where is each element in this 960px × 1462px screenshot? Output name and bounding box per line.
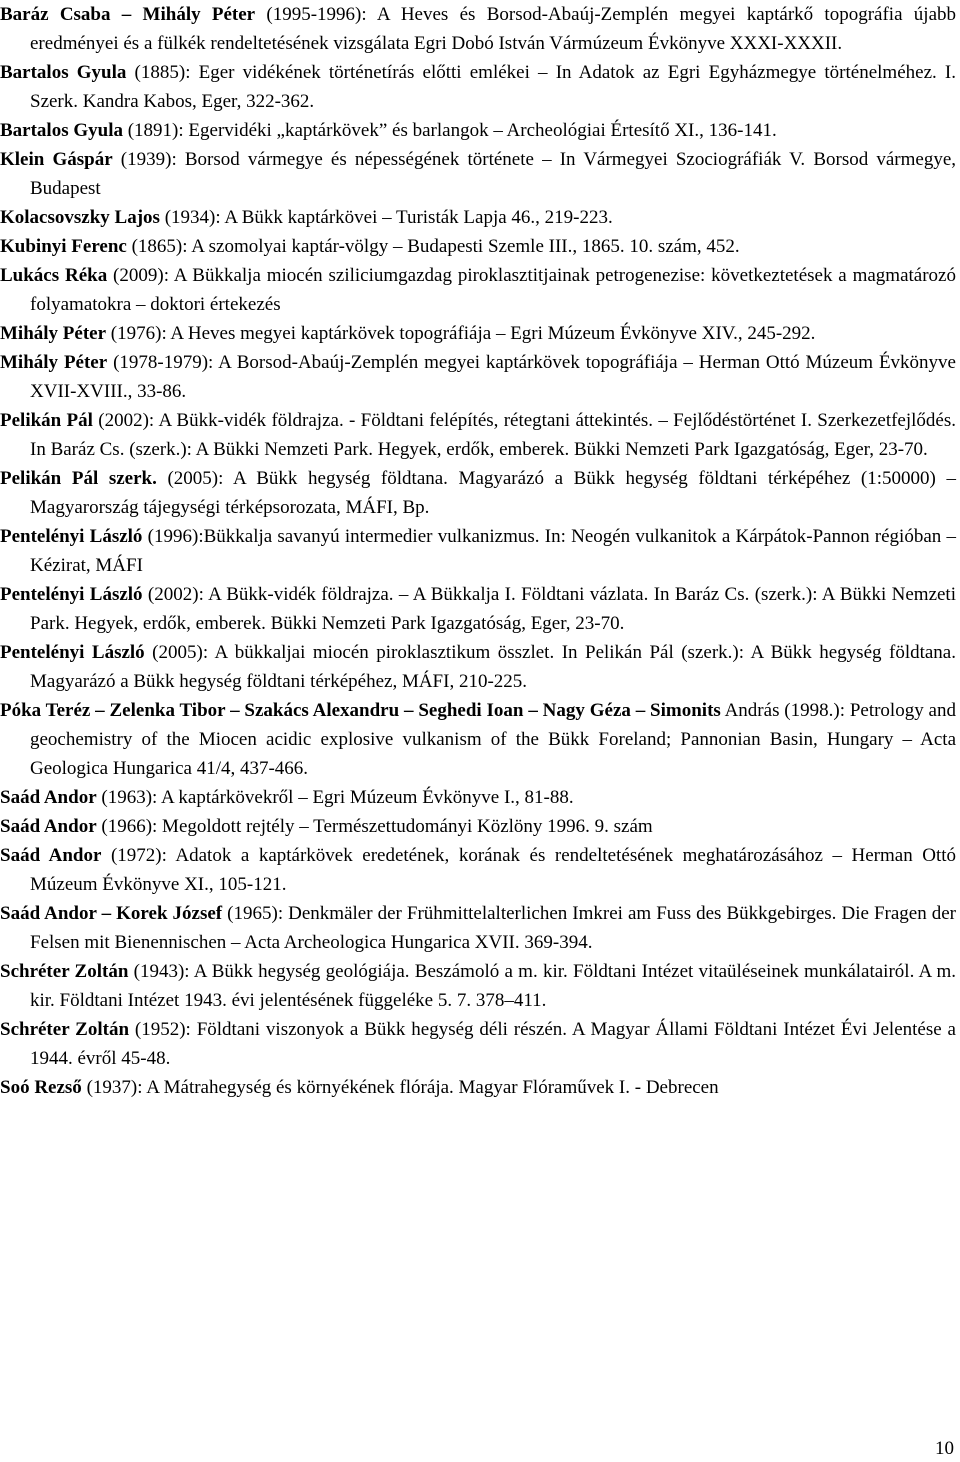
reference-authors: Mihály Péter xyxy=(0,352,108,373)
reference-details: (2005): A bükkaljai miocén piroklasztikum összlet. In Pelikán Pál (szerk.): A Bükk hegység földtana. Magyarázó a Bükk hegység földtani térképéhez, MÁFI, 210-225. xyxy=(30,642,956,692)
reference-entry xyxy=(0,261,956,319)
reference-entry xyxy=(0,0,956,58)
reference-authors: Pentelényi László xyxy=(0,642,145,663)
page-number: 10 xyxy=(935,1438,954,1459)
reference-authors: Kolacsovszky Lajos xyxy=(0,207,160,228)
reference-details: (1966): Megoldott rejtély – Természettudományi Közlöny 1996. 9. szám xyxy=(96,816,653,837)
reference-details: (1996):Bükkalja savanyú intermedier vulkanizmus. In: Neogén vulkanitok a Kárpátok-Pannon régióban – Kézirat, MÁFI xyxy=(30,526,956,576)
reference-details: (1965): Denkmäler der Frühmittelalterlichen Imkrei am Fuss des Bükkgebirges. Die Fragen der Felsen mit Bienennischen – Acta Archeologica Hungarica XVII. 369-394. xyxy=(30,903,956,953)
reference-entry xyxy=(0,406,956,464)
reference-entry xyxy=(0,812,956,841)
reference-entry xyxy=(0,522,956,580)
reference-authors: Schréter Zoltán xyxy=(0,961,129,982)
reference-authors: Pelikán Pál xyxy=(0,410,93,431)
reference-details: (2005): A Bükk hegység földtana. Magyarázó a Bükk hegység földtani térképéhez (1:50000) – Magyarország tájegységi térképsorozata, MÁFI, Bp. xyxy=(30,468,956,518)
reference-entry xyxy=(0,232,956,261)
reference-details: (2002): A Bükk-vidék földrajza. – A Bükkalja I. Földtani vázlata. In Baráz Cs. (szerk.): A Bükki Nemzeti Park. Hegyek, erdők, emberek. Bükki Nemzeti Park Igazgatóság, Eger, 23-70. xyxy=(30,584,956,634)
reference-entry xyxy=(0,957,956,1015)
reference-entry xyxy=(0,1073,956,1102)
reference-details: (1976): A Heves megyei kaptárkövek topográfiája – Egri Múzeum Évkönyve XIV., 245-292. xyxy=(106,323,816,344)
reference-authors: Pelikán Pál szerk. xyxy=(0,468,157,489)
reference-entry xyxy=(0,1015,956,1073)
reference-authors: Pentelényi László xyxy=(0,584,143,605)
reference-authors: Bartalos Gyula xyxy=(0,120,123,141)
reference-entry xyxy=(0,348,956,406)
reference-details: (1995-1996): A Heves és Borsod-Abaúj-Zemplén megyei kaptárkő topográfia újabb eredményei és a fülkék rendeltetésének vizsgálata Egri Dobó István Vármúzeum Évkönyve XXXI-XXXII. xyxy=(30,4,957,54)
reference-entry xyxy=(0,841,956,899)
reference-authors: Saád Andor xyxy=(0,816,97,837)
reference-authors: Saád Andor xyxy=(0,845,102,866)
reference-details: (1885): Eger vidékének történetírás előtti emlékei – In Adatok az Egri Egyházmegye történelméhez. I. Szerk. Kandra Kabos, Eger, 322-362. xyxy=(30,62,956,112)
reference-entry xyxy=(0,899,956,957)
reference-details: (1934): A Bükk kaptárkövei – Turisták Lapja 46., 219-223. xyxy=(159,207,613,228)
reference-entry xyxy=(0,464,956,522)
reference-authors: Schréter Zoltán xyxy=(0,1019,130,1040)
reference-details: (1952): Földtani viszonyok a Bükk hegység déli részén. A Magyar Állami Földtani Intézet Évi Jelentése a 1944. évről 45-48. xyxy=(30,1019,956,1069)
reference-authors: Soó Rezső xyxy=(0,1077,82,1098)
reference-entry xyxy=(0,319,956,348)
reference-entry xyxy=(0,580,956,638)
reference-details: (1891): Egervidéki „kaptárkövek” és barlangok – Archeológiai Értesítő XI., 136-141. xyxy=(122,120,777,141)
reference-authors: Póka Teréz – Zelenka Tibor – Szakács Alexandru – Seghedi Ioan – Nagy Géza – Simonits xyxy=(0,700,721,721)
reference-entry xyxy=(0,638,956,696)
reference-entry xyxy=(0,203,956,232)
reference-authors: Saád Andor xyxy=(0,787,97,808)
reference-authors: Klein Gáspár xyxy=(0,149,113,170)
reference-authors: Pentelényi László xyxy=(0,526,143,547)
reference-authors: Saád Andor – Korek József xyxy=(0,903,223,924)
reference-details: (1943): A Bükk hegység geológiája. Beszámoló a m. kir. Földtani Intézet vitaüléseinek munkálatairól. A m. kir. Földtani Intézet 1943. évi jelentésének függeléke 5. 7. 378–411. xyxy=(30,961,956,1011)
reference-entry xyxy=(0,696,956,783)
reference-details: (1937): A Mátrahegység és környékének flórája. Magyar Flóraművek I. - Debrecen xyxy=(81,1077,719,1098)
reference-details: (1939): Borsod vármegye és népességének története – In Vármegyei Szociográfiák V. Borsod vármegye, Budapest xyxy=(30,149,957,199)
reference-entry xyxy=(0,145,956,203)
reference-entry xyxy=(0,783,956,812)
reference-entry xyxy=(0,116,956,145)
reference-details: (1972): Adatok a kaptárkövek eredetének, korának és rendeltetésének meghatározásához – Herman Ottó Múzeum Évkönyve XI., 105-121. xyxy=(30,845,957,895)
reference-details: (1963): A kaptárkövekről – Egri Múzeum Évkönyve I., 81-88. xyxy=(96,787,574,808)
reference-details: (1978-1979): A Borsod-Abaúj-Zemplén megyei kaptárkövek topográfiája – Herman Ottó Múzeum Évkönyve XVII-XVIII., 33-86. xyxy=(30,352,956,402)
reference-details: (1865): A szomolyai kaptár-völgy – Budapesti Szemle III., 1865. 10. szám, 452. xyxy=(126,236,740,257)
reference-entry xyxy=(0,58,956,116)
reference-authors: Lukács Réka xyxy=(0,265,108,286)
reference-details: (2009): A Bükkalja miocén sziliciumgazdag piroklasztitjainak petrogenezise: következtetések a magmatározó folyamatokra – doktori értekezés xyxy=(30,265,956,315)
reference-authors: Mihály Péter xyxy=(0,323,107,344)
reference-authors: Kubinyi Ferenc xyxy=(0,236,127,257)
reference-authors: Baráz Csaba – Mihály Péter xyxy=(0,4,256,25)
reference-details: András (1998.): Petrology and geochemistry of the Miocen acidic explosive vulkanism of the Bükk Foreland; Pannonian Basin, Hungary – Acta Geologica Hungarica 41/4, 437-466. xyxy=(30,700,956,779)
reference-details: (2002): A Bükk-vidék földrajza. - Földtani felépítés, rétegtani áttekintés. – Fejlődéstörténet I. Szerkezetfejlődés. In Baráz Cs. (szerk.): A Bükki Nemzeti Park. Hegyek, erdők, emberek. Bükki Nemzeti Park Igazgatóság, Eger, 23-70. xyxy=(30,410,956,460)
reference-authors: Bartalos Gyula xyxy=(0,62,127,83)
